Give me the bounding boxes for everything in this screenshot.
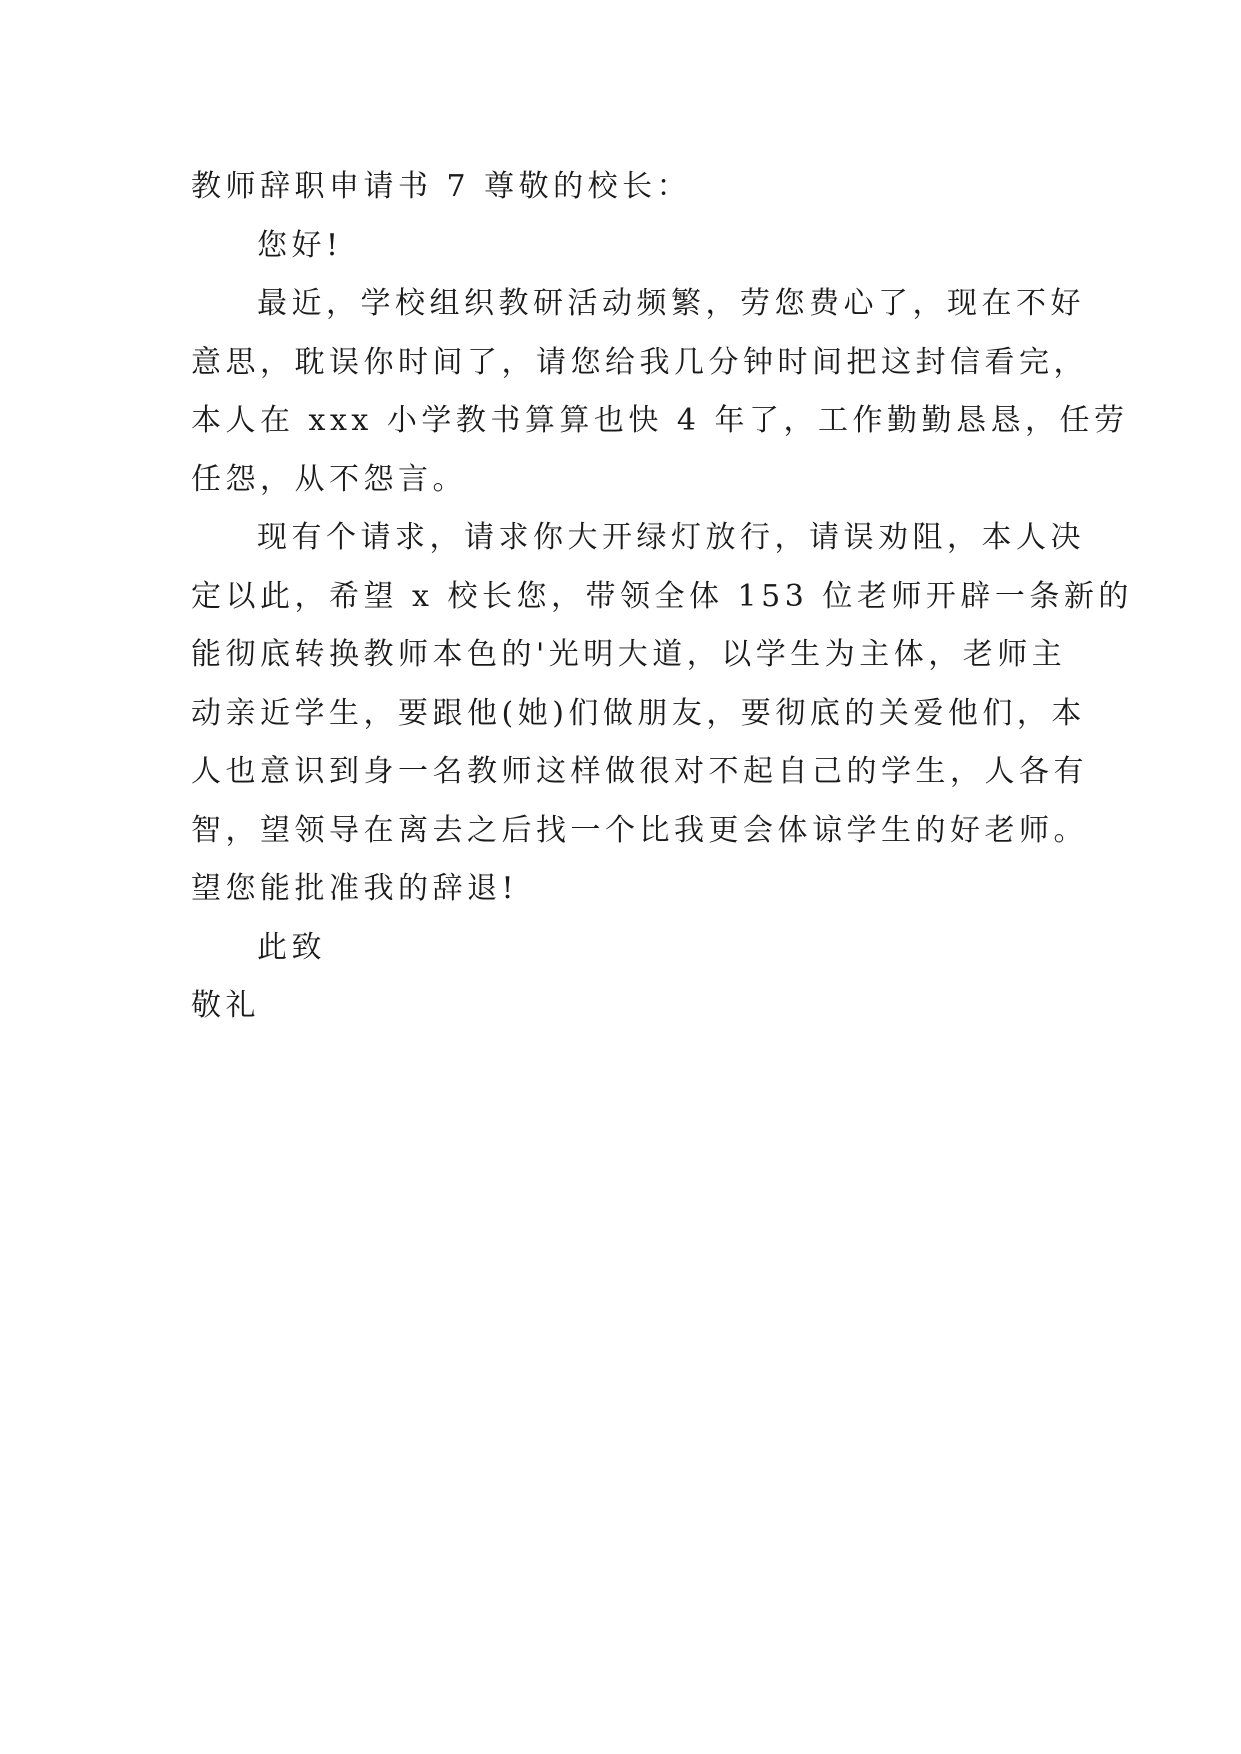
closing-phrase: 此致 bbox=[257, 929, 326, 965]
paragraph-line: 任怨，从不怨言。 bbox=[191, 461, 467, 497]
paragraph-line: 本人在 xxx 小学教书算算也快 4 年了，工作勤勤恳恳，任劳 bbox=[191, 403, 1129, 438]
paragraph-line: 能彻底转换教师本色的'光明大道，以学生为主体，老师主 bbox=[191, 637, 1067, 672]
greeting: 您好! bbox=[257, 227, 343, 263]
letter-body bbox=[191, 158, 1133, 1036]
letter-heading: 教师辞职申请书 7 尊敬的校长： bbox=[191, 169, 692, 204]
paragraph-line: 意思，耽误你时间了，请您给我几分钟时间把这封信看完， bbox=[191, 344, 1088, 380]
paragraph-line: 望您能批准我的辞退! bbox=[191, 871, 519, 906]
paragraph-line: 智，望领导在离去之后找一个比我更会体谅学生的好老师。 bbox=[191, 812, 1088, 848]
paragraph-line: 人也意识到身一名教师这样做很对不起自己的学生，人各有 bbox=[191, 754, 1088, 789]
paragraph-line: 动亲近学生，要跟他(她)们做朋友，要彻底的关爱他们，本 bbox=[191, 695, 1086, 731]
paragraph-line: 最近，学校组织教研活动频繁，劳您费心了，现在不好 bbox=[257, 286, 1085, 321]
paragraph-line: 现有个请求，请求你大开绿灯放行，请误劝阻，本人决 bbox=[257, 520, 1085, 555]
closing-salutation: 敬礼 bbox=[191, 988, 260, 1023]
paragraph-line: 定以此，希望 x 校长您，带领全体 153 位老师开辟一条新的 bbox=[191, 578, 1133, 614]
